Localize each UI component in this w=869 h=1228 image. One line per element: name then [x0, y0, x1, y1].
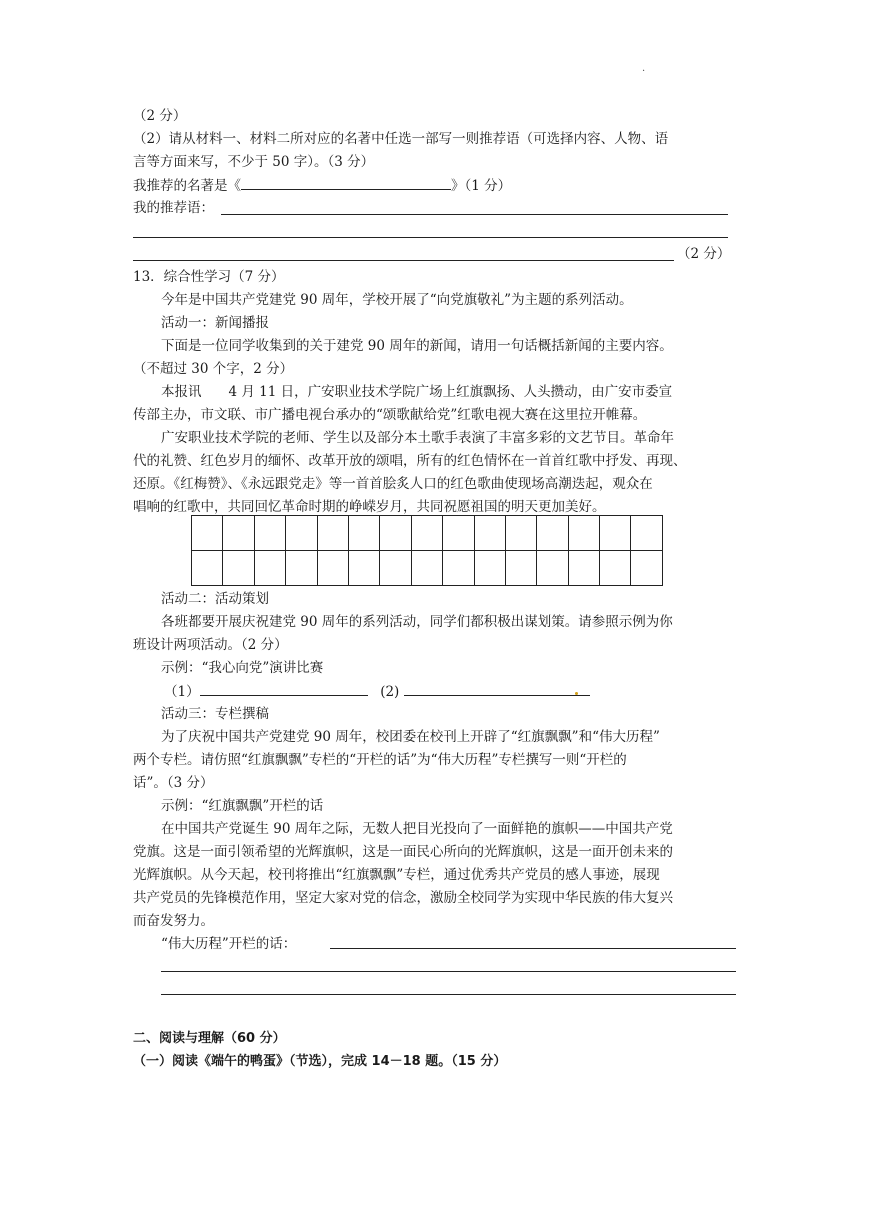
- answer-cell[interactable]: [317, 551, 348, 586]
- activity1-prompt-line1: 下面是一位同学收集到的关于建党 90 周年的新闻，请用一句话概括新闻的主要内容。: [161, 338, 673, 354]
- news-line: 传部主办，市文联、市广播电视台承办的“颂歌献给党”红歌电视大赛在这里拉开帷幕。: [133, 407, 647, 423]
- answer-cell[interactable]: [443, 516, 474, 551]
- answer-cell[interactable]: [568, 516, 599, 551]
- answer-cell[interactable]: [443, 551, 474, 586]
- recommend-answer-line-2[interactable]: [133, 237, 728, 238]
- answer-cell[interactable]: [537, 551, 568, 586]
- activity3-prompt-line: 两个专栏。请仿照“红旗飘飘”专栏的“开栏的话”为“伟大历程”专栏撰写一则“开栏的: [133, 752, 627, 768]
- recommend-words-label: 我的推荐语：: [133, 200, 214, 216]
- answer-cell[interactable]: [286, 516, 317, 551]
- recommend-book-line: [133, 174, 511, 197]
- answer-cell[interactable]: [505, 551, 536, 586]
- answer-cell[interactable]: [223, 516, 254, 551]
- answer-cell[interactable]: [411, 551, 442, 586]
- activity2-blank1-label: （1）: [164, 684, 200, 700]
- answer-cell[interactable]: [254, 551, 285, 586]
- answer-cell[interactable]: [631, 551, 662, 586]
- answer-cell[interactable]: [537, 516, 568, 551]
- q13-title: 13．综合性学习（7 分）: [133, 269, 285, 285]
- q12-part2-line1: （2）请从材料一、材料二所对应的名著中任选一部写一则推荐语（可选择内容、人物、语: [133, 131, 669, 147]
- page-mark: ·: [642, 66, 646, 77]
- answer-cell[interactable]: [600, 551, 631, 586]
- activity3-title: 活动三：专栏撰稿: [161, 706, 269, 722]
- answer-grid-row: [192, 516, 663, 551]
- example-text-line: 共产党员的先锋模范作用，坚定大家对党的信念，激励全校同学为实现中华民族的伟大复兴: [133, 890, 673, 906]
- recommend-book-prefix: 我推荐的名著是《: [133, 178, 241, 194]
- answer-cell[interactable]: [474, 551, 505, 586]
- section-2-subtitle: （一）阅读《端午的鸭蛋》（节选），完成 14－18 题。（15 分）: [133, 1054, 507, 1069]
- example-text-line: 在中国共产党诞生 90 周年之际，无数人把目光投向了一面鲜艳的旗帜——中国共产党: [161, 821, 673, 837]
- answer-cell[interactable]: [223, 551, 254, 586]
- activity3-answer-line-3[interactable]: [161, 994, 736, 995]
- answer-cell[interactable]: [254, 516, 285, 551]
- answer-cell[interactable]: [568, 551, 599, 586]
- recommend-book-blank[interactable]: [241, 174, 451, 190]
- news-line: 广安职业技术学院的老师、学生以及部分本土歌手表演了丰富多彩的文艺节目。革命年: [161, 430, 674, 446]
- answer-grid[interactable]: [191, 515, 663, 586]
- section-2-title: 二、阅读与理解（60 分）: [133, 1031, 286, 1046]
- answer-cell[interactable]: [380, 551, 411, 586]
- news-line: 代的礼赞、红色岁月的缅怀、改革开放的颂唱，所有的红色情怀在一首首红歌中抒发、再现、: [133, 453, 687, 469]
- activity2-prompt-line2: 班设计两项活动。（2 分）: [133, 637, 288, 653]
- answer-cell[interactable]: [631, 516, 662, 551]
- activity3-answer-line-1[interactable]: [330, 948, 736, 949]
- answer-cell[interactable]: [286, 551, 317, 586]
- activity2-prompt-line1: 各班都要开展庆祝建党 90 周年的系列活动，同学们都积极出谋划策。请参照示例为你: [161, 614, 673, 630]
- answer-cell[interactable]: [505, 516, 536, 551]
- news-line: 还原。《红梅赞》、《永远跟党走》等一首首脍炙人口的红色歌曲使现场高潮迭起，观众在: [133, 476, 653, 492]
- recommend-answer-line-3[interactable]: [133, 260, 674, 261]
- recommend-score: （2 分）: [677, 246, 731, 262]
- recommend-answer-line-1[interactable]: [221, 214, 728, 215]
- activity2-example: 示例：“我心向党”演讲比赛: [161, 660, 324, 676]
- activity1-title: 活动一：新闻播报: [161, 315, 269, 331]
- answer-cell[interactable]: [348, 551, 379, 586]
- example-text-line: 党旗。这是一面引领希望的光辉旗帜，这是一面民心所向的光辉旗帜，这是一面开创未来的: [133, 844, 673, 860]
- activity3-prompt-line: 为了庆祝中国共产党建党 90 周年，校团委在校刊上开辟了“红旗飘飘”和“伟大历程”: [161, 729, 660, 745]
- activity1-prompt-line2: （不超过 30 个字，2 分）: [133, 361, 294, 377]
- activity2-title: 活动二：活动策划: [161, 591, 269, 607]
- q13-intro: 今年是中国共产党建党 90 周年，学校开展了“向党旗敬礼”为主题的系列活动。: [161, 292, 633, 308]
- score-note: （2 分）: [133, 108, 187, 124]
- activity2-blank2-label: (2): [380, 684, 400, 700]
- recommend-book-suffix: 》（1 分）: [451, 178, 512, 194]
- activity3-answer-label: “伟大历程”开栏的话：: [161, 936, 297, 952]
- answer-cell[interactable]: [600, 516, 631, 551]
- example-text-line: 而奋发努力。: [133, 913, 214, 929]
- answer-cell[interactable]: [348, 516, 379, 551]
- activity2-blanks: [164, 680, 590, 703]
- answer-grid-row: [192, 551, 663, 586]
- stray-mark: [575, 692, 578, 695]
- activity3-answer-line-2[interactable]: [161, 971, 736, 972]
- answer-cell[interactable]: [474, 516, 505, 551]
- answer-cell[interactable]: [411, 516, 442, 551]
- activity2-blank1[interactable]: [200, 680, 368, 696]
- activity3-example-title: 示例：“红旗飘飘”开栏的话: [161, 798, 324, 814]
- news-line: 唱响的红歌中，共同回忆革命时期的峥嵘岁月，共同祝愿祖国的明天更加美好。: [133, 499, 606, 515]
- answer-cell[interactable]: [192, 516, 223, 551]
- news-line: 本报讯 4 月 11 日，广安职业技术学院广场上红旗飘扬、人头攒动，由广安市委宣: [161, 384, 673, 400]
- activity3-prompt-line: 话”。（3 分）: [133, 775, 214, 791]
- q12-part2-line2: 言等方面来写，不少于 50 字）。（3 分）: [133, 154, 375, 170]
- example-text-line: 光辉旗帜。从今天起，校刊将推出“红旗飘飘”专栏，通过优秀共产党员的感人事迹，展现: [133, 867, 660, 883]
- answer-cell[interactable]: [380, 516, 411, 551]
- answer-cell[interactable]: [317, 516, 348, 551]
- activity2-blank2[interactable]: [404, 680, 590, 696]
- answer-cell[interactable]: [192, 551, 223, 586]
